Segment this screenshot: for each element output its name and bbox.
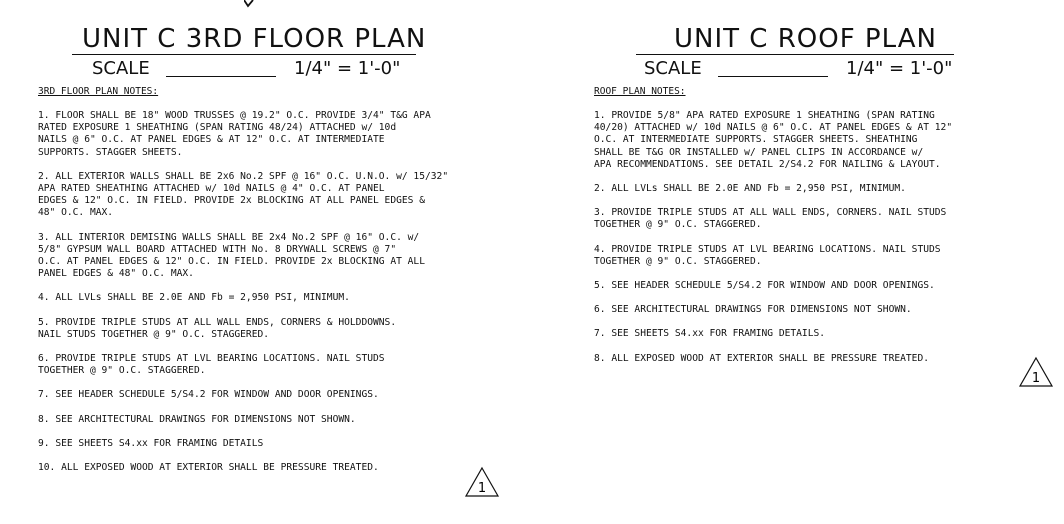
note-spacer: [594, 341, 952, 353]
note-spacer: [38, 159, 448, 171]
note-line: 8. SEE ARCHITECTURAL DRAWINGS FOR DIMENSIONS NOT SHOWN.: [38, 413, 356, 425]
note-line: 4. PROVIDE TRIPLE STUDS AT LVL BEARING LOCATIONS. NAIL STUDS: [594, 243, 941, 255]
note-line: 2. ALL EXTERIOR WALLS SHALL BE 2x6 No.2 SPF @ 16" O.C. U.N.O. w/ 15/32": [38, 170, 449, 182]
title-underline: [72, 54, 416, 55]
note-item: [594, 280, 952, 292]
note-item: [38, 232, 448, 281]
note-line: TOGETHER @ 9" O.C. STAGGERED.: [594, 219, 762, 231]
notes-heading: 3RD FLOOR PLAN NOTES:: [38, 86, 159, 97]
note-item: [594, 328, 952, 340]
note-item: [594, 304, 952, 316]
sheet-title: UNIT C 3RD FLOOR PLAN: [82, 24, 427, 54]
note-spacer: [38, 450, 448, 462]
revision-tag: 1: [477, 481, 487, 496]
note-spacer: [38, 305, 448, 317]
note-item: [38, 171, 448, 220]
note-line: NAILS @ 6" O.C. AT PANEL EDGES & AT 12" O.C. AT INTERMEDIATE: [38, 134, 385, 146]
note-line: RATED EXPOSURE 1 SHEATHING (SPAN RATING 48/24) ATTACHED w/ 10d: [38, 122, 397, 134]
note-line: 7. SEE HEADER SCHEDULE 5/S4.2 FOR WINDOW AND DOOR OPENINGS.: [38, 389, 379, 401]
scale-label: SCALE: [92, 58, 150, 79]
note-line: 7. SEE SHEETS S4.xx FOR FRAMING DETAILS.: [594, 328, 826, 340]
note-item: [38, 317, 448, 341]
note-line: 2. ALL LVLs SHALL BE 2.0E AND Fb = 2,950 PSI, MINIMUM.: [594, 183, 906, 195]
note-line: 48" O.C. MAX.: [38, 207, 114, 219]
note-spacer: [38, 280, 448, 292]
note-line: 5. SEE HEADER SCHEDULE 5/S4.2 FOR WINDOW AND DOOR OPENINGS.: [594, 280, 935, 292]
note-line: 10. ALL EXPOSED WOOD AT EXTERIOR SHALL BE PRESSURE TREATED.: [38, 462, 379, 474]
scale-value: 1/4" = 1'-0": [294, 58, 401, 79]
note-line: O.C. AT PANEL EDGES & 12" O.C. IN FIELD. PROVIDE 2x BLOCKING AT ALL: [38, 256, 425, 268]
note-line: 4. ALL LVLs SHALL BE 2.0E AND Fb = 2,950 PSI, MINIMUM.: [38, 292, 350, 304]
note-spacer: [594, 292, 952, 304]
note-line: TOGETHER @ 9" O.C. STAGGERED.: [38, 365, 206, 377]
note-item: [38, 353, 448, 377]
note-spacer: [594, 195, 952, 207]
note-line: SUPPORTS. STAGGER SHEETS.: [38, 146, 183, 158]
note-item: [38, 414, 448, 426]
note-item: [38, 462, 448, 474]
note-line: O.C. AT INTERMEDIATE SUPPORTS. STAGGER SHEETS. SHEATHING: [594, 134, 918, 146]
note-spacer: [594, 232, 952, 244]
title-underline: [636, 54, 954, 55]
note-item: [38, 292, 448, 304]
note-line: 9. SEE SHEETS S4.xx FOR FRAMING DETAILS: [38, 437, 264, 449]
note-item: [38, 438, 448, 450]
note-item: [594, 183, 952, 195]
note-line: 6. SEE ARCHITECTURAL DRAWINGS FOR DIMENSIONS NOT SHOWN.: [594, 304, 912, 316]
note-line: EDGES & 12" O.C. IN FIELD. PROVIDE 2x BLOCKING AT ALL PANEL EDGES &: [38, 195, 425, 207]
notes-heading: ROOF PLAN NOTES:: [594, 86, 686, 97]
note-item: [38, 110, 448, 159]
note-spacer: [38, 377, 448, 389]
note-line: 3. PROVIDE TRIPLE STUDS AT ALL WALL ENDS, CORNERS. NAIL STUDS: [594, 207, 947, 219]
note-spacer: [38, 341, 448, 353]
note-line: TOGETHER @ 9" O.C. STAGGERED.: [594, 255, 762, 267]
note-item: [594, 244, 952, 268]
notes-list: [594, 110, 952, 365]
note-item: [38, 389, 448, 401]
note-line: 1. FLOOR SHALL BE 18" WOOD TRUSSES @ 19.2" O.C. PROVIDE 3/4" T&G APA: [38, 110, 431, 121]
scale-label: SCALE: [644, 58, 702, 79]
scale-blank-line: [718, 76, 828, 77]
note-item: [594, 110, 952, 171]
sheet-title: UNIT C ROOF PLAN: [674, 24, 937, 54]
note-line: 8. ALL EXPOSED WOOD AT EXTERIOR SHALL BE PRESSURE TREATED.: [594, 352, 930, 364]
note-spacer: [594, 316, 952, 328]
note-line: 3. ALL INTERIOR DEMISING WALLS SHALL BE 2x4 No.2 SPF @ 16" O.C. w/: [38, 231, 420, 243]
note-spacer: [594, 171, 952, 183]
note-line: 1. PROVIDE 5/8" APA RATED EXPOSURE 1 SHEATHING (SPAN RATING: [594, 110, 935, 121]
note-item: [594, 353, 952, 365]
cropped-arrow-mark: [244, 0, 254, 8]
revision-triangle-icon: [464, 466, 500, 498]
note-line: 40/20) ATTACHED w/ 10d NAILS @ 6" O.C. AT PANEL EDGES & AT 12": [594, 122, 953, 134]
note-item: [594, 207, 952, 231]
note-line: SHALL BE T&G OR INSTALLED w/ PANEL CLIPS IN ACCORDANCE w/: [594, 146, 924, 158]
note-line: NAIL STUDS TOGETHER @ 9" O.C. STAGGERED.: [38, 328, 270, 340]
note-spacer: [594, 268, 952, 280]
note-line: 5. PROVIDE TRIPLE STUDS AT ALL WALL ENDS, CORNERS & HOLDDOWNS.: [38, 316, 397, 328]
note-spacer: [38, 426, 448, 438]
note-line: PANEL EDGES & 48" O.C. MAX.: [38, 268, 194, 280]
note-spacer: [38, 402, 448, 414]
revision-triangle-icon: [1018, 356, 1054, 388]
note-line: 6. PROVIDE TRIPLE STUDS AT LVL BEARING LOCATIONS. NAIL STUDS: [38, 353, 385, 365]
note-spacer: [38, 220, 448, 232]
scale-blank-line: [166, 76, 276, 77]
scale-value: 1/4" = 1'-0": [846, 58, 953, 79]
note-line: APA RATED SHEATHING ATTACHED w/ 10d NAILS @ 4" O.C. AT PANEL: [38, 183, 385, 195]
note-line: APA RECOMMENDATIONS. SEE DETAIL 2/S4.2 FOR NAILING & LAYOUT.: [594, 158, 941, 170]
note-line: 5/8" GYPSUM WALL BOARD ATTACHED WITH No. 8 DRYWALL SCREWS @ 7": [38, 243, 397, 255]
revision-tag: 1: [1031, 371, 1041, 386]
notes-list: [38, 110, 448, 474]
